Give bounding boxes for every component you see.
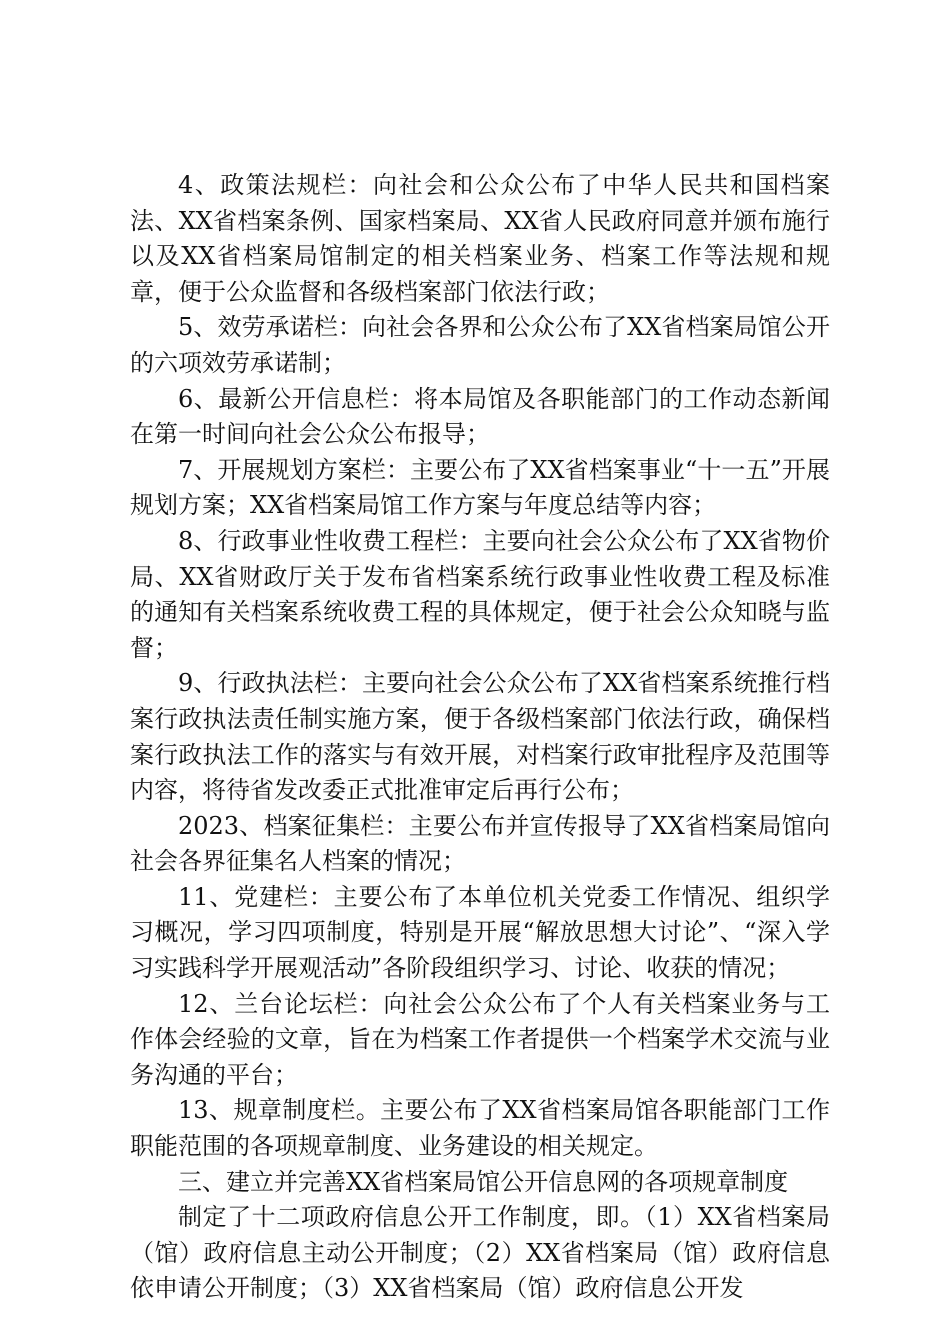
paragraph-administrative-enforcement: 9、行政执法栏：主要向社会公众公布了XX省档案系统推行档案行政执法责任制实施方案，便于各级档案部门依法行政，确保档案行政执法工作的落实与有效开展，对档案行政审批程序及范围等内容，将待省发改委正式批准审定后再行公布； <box>130 669 830 805</box>
document-body <box>130 168 830 1307</box>
paragraph-twelve-systems: 制定了十二项政府信息公开工作制度，即。（1）XX省档案局（馆）政府信息主动公开制度；（2）XX省档案局（馆）政府信息依申请公开制度；（3）XX省档案局（馆）政府信息公开发 <box>130 1203 830 1303</box>
paragraph-administrative-fees: 8、行政事业性收费工程栏：主要向社会公众公布了XX省物价局、XX省财政厅关于发布省档案系统行政事业性收费工程及标准的通知有关档案系统收费工程的具体规定，便于社会公众知晓与监督； <box>130 526 830 662</box>
paragraph-lantai-forum: 12、兰台论坛栏：向社会公众公布了个人有关档案业务与工作体会经验的文章，旨在为档案工作者提供一个档案学术交流与业务沟通的平台； <box>130 989 830 1089</box>
paragraph-archive-collection: 2023、档案征集栏：主要公布并宣传报导了XX省档案局馆向社会各界征集名人档案的情况； <box>130 811 830 876</box>
paragraph-latest-information: 6、最新公开信息栏：将本局馆及各职能部门的工作动态新闻在第一时间向社会公众公布报导； <box>130 384 830 449</box>
paragraph-party-building: 11、党建栏：主要公布了本单位机关党委工作情况、组织学习概况，学习四项制度，特别是开展“解放思想大讨论”、“深入学习实践科学开展观活动”各阶段组织学习、讨论、收获的情况； <box>130 882 830 983</box>
paragraph-rules-system: 13、规章制度栏。主要公布了XX省档案局馆各职能部门工作职能范围的各项规章制度、业务建设的相关规定。 <box>130 1096 830 1161</box>
paragraph-service-commitment: 5、效劳承诺栏：向社会各界和公众公布了XX省档案局馆公开的六项效劳承诺制； <box>130 313 830 377</box>
section-heading-three: 三、建立并完善XX省档案局馆公开信息网的各项规章制度 <box>178 1167 789 1196</box>
paragraph-development-plan: 7、开展规划方案栏：主要公布了XX省档案事业“十一五”开展规划方案；XX省档案局馆工作方案与年度总结等内容； <box>130 455 830 520</box>
paragraph-policy-regulations: 4、政策法规栏：向社会和公众公布了中华人民共和国档案法、XX省档案条例、国家档案局、XX省人民政府同意并颁布施行以及XX省档案局馆制定的相关档案业务、档案工作等法规和规章，便于公众监督和各级档案部门依法行政； <box>130 171 830 306</box>
